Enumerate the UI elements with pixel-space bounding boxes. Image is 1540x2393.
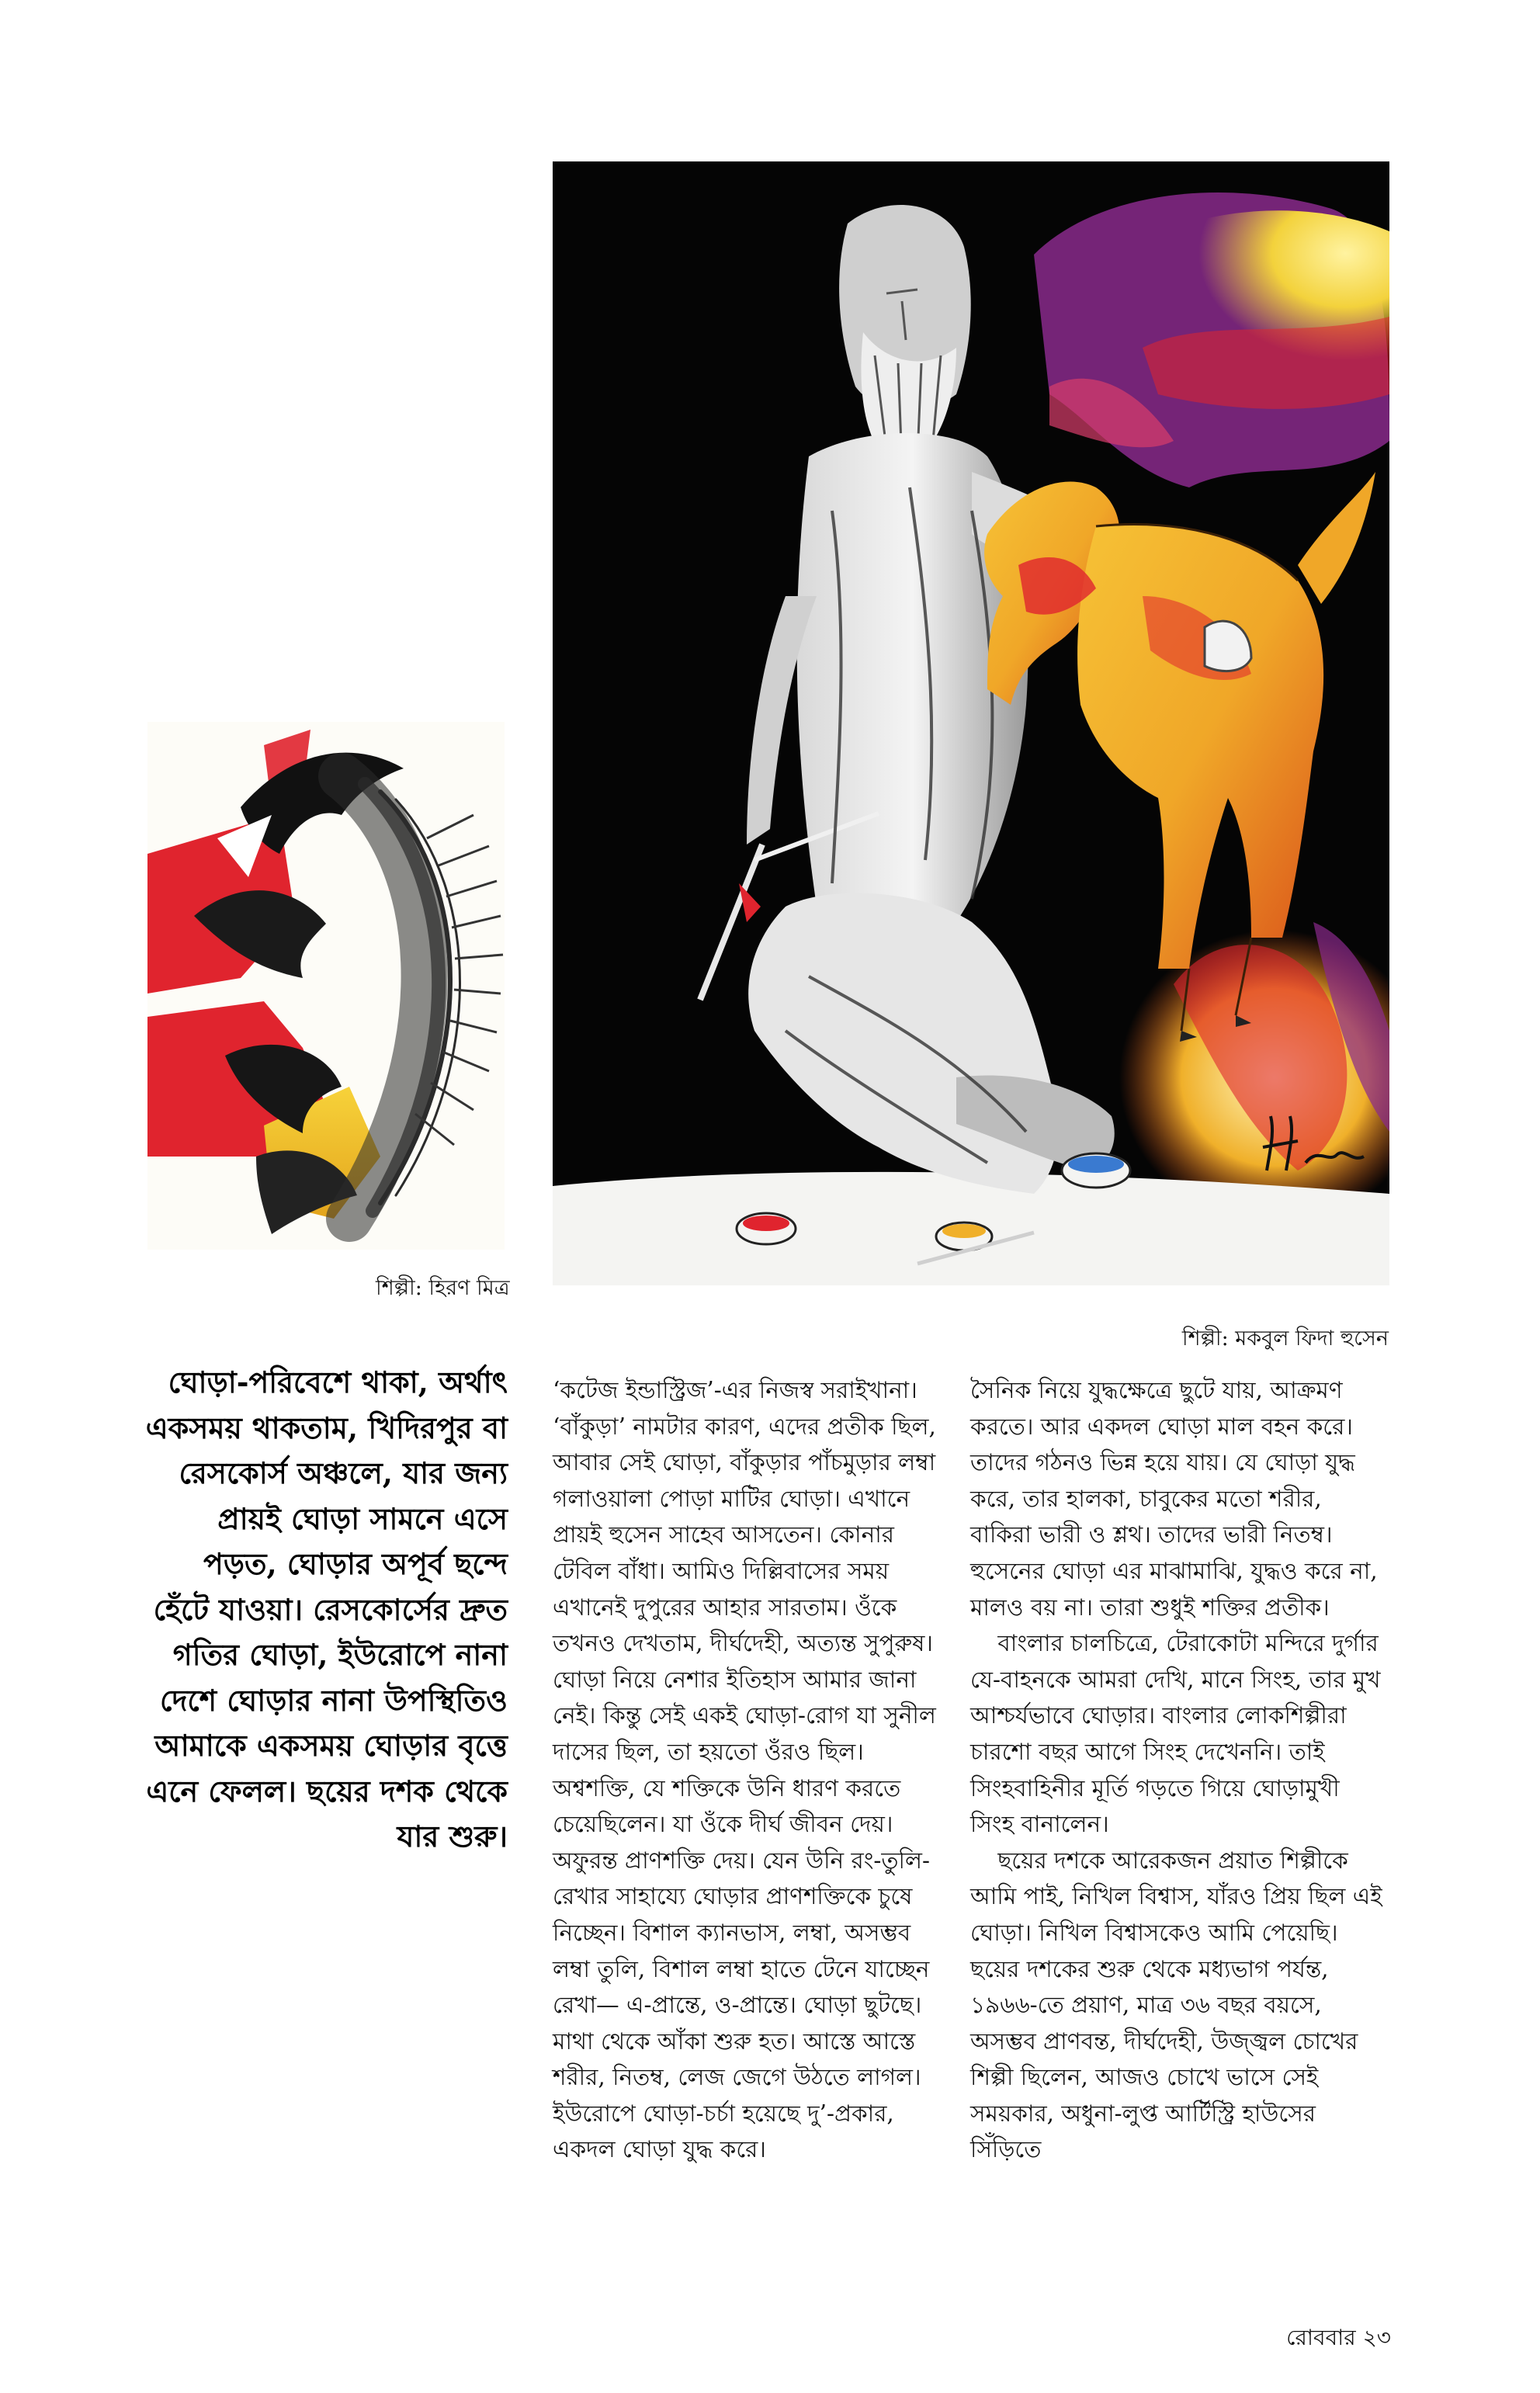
painting-mf-husain	[553, 161, 1389, 1285]
article-column-2	[553, 1372, 949, 2168]
page-folio: রোববার ২৩	[1286, 2325, 1391, 2350]
paragraph: ‘কটেজ ইন্ডাস্ট্রিজ’-এর নিজস্ব সরাইখানা। ‘বাঁকুড়া’ নামটার কারণ, এদের প্রতীক ছিল, আবার সেই ঘোড়া, বাঁকুড়ার পাঁচমুড়ার লম্বা গলাওয়ালা পোড়া মাটির ঘোড়া। এখানে প্রায়ই হুসেন সাহেব আসতেন। কোনার টেবিল বাঁধা। আমিও দিল্লিবাসের সময় এখানেই দুপুরের আহার সারতাম। ওঁকে তখনও দেখতাম, দীর্ঘদেহী, অত্যন্ত সুপুরুষ। ঘোড়া নিয়ে নেশার ইতিহাস আমার জানা নেই। কিন্তু সেই একই ঘোড়া-রোগ যা সুনীল দাসের ছিল, তা হয়তো ওঁরও ছিল। অশ্বশক্তি, যে শক্তিকে উনি ধারণ করতে চেয়েছিলেন। যা ওঁকে দীর্ঘ জীবন দেয়। অফুরন্ত প্রাণশক্তি দেয়। যেন উনি রং-তুলি-রেখার সাহায্যে ঘোড়ার প্রাণশক্তিকে চুষে নিচ্ছেন। বিশাল ক্যানভাস, লম্বা, অসম্ভব লম্বা তুলি, বিশাল লম্বা হাতে টেনে যাচ্ছেন রেখা— এ-প্রান্তে, ও-প্রান্তে। ঘোড়া ছুটছে। মাথা থেকে আঁকা শুরু হত। আস্তে আস্তে শরীর, নিতম্ব, লেজ জেগে উঠতে লাগল। ইউরোপে ঘোড়া-চর্চা হয়েছে দু’-প্রকার, একদল ঘোড়া যুদ্ধ করে।	[553, 1377, 936, 2163]
caption-main-painting: শিল্পী: মকবুল ফিদা হুসেন	[1181, 1327, 1389, 1351]
paragraph: ছয়ের দশকে আরেকজন প্রয়াত শিল্পীকে আমি পাই, নিখিল বিশ্বাস, যাঁরও প্রিয় ছিল এই ঘোড়া। নিখিল বিশ্বাসকেও আমি পেয়েছি। ছয়ের দশকের শুরু থেকে মধ্যভাগ পর্যন্ত, ১৯৬৬-তে প্রয়াণ, মাত্র ৩৬ বছর বয়সে, অসম্ভব প্রাণবন্ত, দীর্ঘদেহী, উজ্জ্বল চোখের শিল্পী ছিলেন, আজও চোখে ভাসে সেই সময়কার, অধুনা-লুপ্ত আর্টিস্ট্রি হাউসের সিঁড়িতে	[970, 1847, 1382, 2163]
painting-hiran-mitra	[147, 722, 505, 1250]
abstract-horse-artwork	[147, 722, 505, 1250]
paragraph: বাংলার চালচিত্রে, টেরাকোটা মন্দিরে দুর্গার যে-বাহনকে আমরা দেখি, মানে সিংহ, তার মুখ আশ্চর্যভাবে ঘোড়ার। বাংলার লোকশিল্পীরা চারশো বছর আগে সিংহ দেখেননি। তাই সিংহবাহিনীর মূর্তি গড়তে গিয়ে ঘোড়ামুখী সিংহ বানালেন।	[970, 1630, 1381, 1838]
pull-quote: ঘোড়া-পরিবেশে থাকা, অর্থাৎ একসময় থাকতাম, খিদিরপুর বা রেসকোর্স অঞ্চলে, যার জন্য প্রায়ই ঘোড়া সামনে এসে পড়ত, ঘোড়ার অপূর্ব ছন্দে হেঁটে যাওয়া। রেসকোর্সের দ্রুত গতির ঘোড়া, ইউরোপে নানা দেশে ঘোড়ার নানা উপস্থিতিও আমাকে একসময় ঘোড়ার বৃত্তে এনে ফেলল। ছয়ের দশক থেকে যার শুরু।	[145, 1365, 508, 1854]
painter-with-horse-artwork	[553, 161, 1389, 1285]
article-column-3	[970, 1372, 1389, 2168]
paragraph: সৈনিক নিয়ে যুদ্ধক্ষেত্রে ছুটে যায়, আক্রমণ করতে। আর একদল ঘোড়া মাল বহন করে। তাদের গঠনও ভিন্ন হয়ে যায়। যে ঘোড়া যুদ্ধ করে, তার হালকা, চাবুকের মতো শরীর, বাকিরা ভারী ও শ্লথ। তাদের ভারী নিতম্ব। হুসেনের ঘোড়া এর মাঝামাঝি, যুদ্ধও করে না, মালও বয় না। তারা শুধুই শক্তির প্রতীক।	[970, 1377, 1378, 1621]
caption-left-painting: শিল্পী: হিরণ মিত্র	[376, 1276, 510, 1300]
